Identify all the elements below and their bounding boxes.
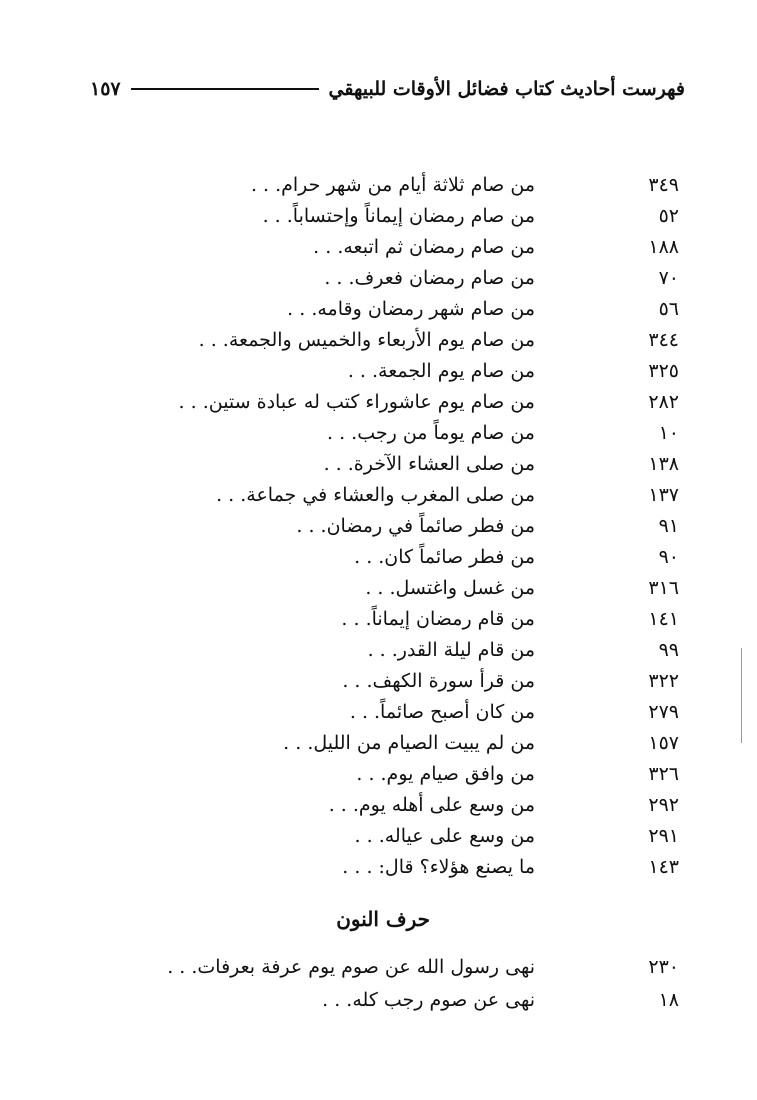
entry-text: من فطر صائماً كان. . . <box>354 546 535 568</box>
section-title: حرف النون <box>336 907 430 931</box>
entry-number: ١٣٨ <box>648 453 679 475</box>
entry-text: من فطر صائماً في رمضان. . . <box>296 515 535 537</box>
entry-number: ١٨ <box>658 989 679 1011</box>
entry-text: من لم يبيت الصيام من الليل. . . <box>283 732 535 754</box>
entry-text: من صام يوم الجمعة. . . <box>347 360 535 382</box>
index-entry <box>0 170 757 201</box>
page-header <box>90 74 685 104</box>
entry-number: ١٥٧ <box>648 732 679 754</box>
entry-text: من غسل واغتسل. . . <box>365 577 535 599</box>
index-entry <box>0 418 757 449</box>
index-entry <box>0 480 757 511</box>
entry-text: من صام رمضان إيماناً وإحتساباً. . . <box>262 205 535 227</box>
index-entry <box>0 325 757 356</box>
index-entry <box>0 635 757 666</box>
entry-text: نهى رسول الله عن صوم يوم عرفة بعرفات. . . <box>167 956 535 978</box>
entry-text: نهى عن صوم رجب كله. . . <box>322 989 535 1011</box>
entry-number: ٢٩٢ <box>648 794 679 816</box>
entry-number: ٩٩ <box>658 639 679 661</box>
entry-text: من كان أصبح صائماً. . . <box>349 701 535 723</box>
entry-text: من صام يوم عاشوراء كتب له عبادة ستين. . . <box>178 391 535 413</box>
index-entry <box>0 232 757 263</box>
entry-text: من صام رمضان ثم اتبعه. . . <box>313 236 535 258</box>
header-title: فهرست أحاديث كتاب فضائل الأوقات للبيهقي <box>328 78 685 100</box>
entry-text: من صام يوم الأربعاء والخميس والجمعة. . . <box>198 329 535 351</box>
index-entry <box>0 790 757 821</box>
index-entry <box>0 449 757 480</box>
index-list <box>0 170 757 883</box>
index-entry <box>0 542 757 573</box>
entry-number: ٣٢٥ <box>648 360 679 382</box>
index-entry <box>0 573 757 604</box>
index-entry <box>0 201 757 232</box>
entry-text: من صام ثلاثة أيام من شهر حرام. . . <box>250 174 535 196</box>
entry-number: ٢٩١ <box>648 825 679 847</box>
entry-number: ٣١٦ <box>648 577 679 599</box>
section-list <box>0 951 757 1017</box>
entry-text: من صام رمضان فعرف. . . <box>324 267 535 289</box>
index-entry <box>0 294 757 325</box>
index-entry <box>0 511 757 542</box>
entry-number: ٣٢٢ <box>648 670 679 692</box>
entry-number: ٩٠ <box>658 546 679 568</box>
index-entry <box>0 984 757 1017</box>
index-entry <box>0 728 757 759</box>
entry-number: ١٤٣ <box>648 856 679 878</box>
entry-number: ١٠ <box>658 422 679 444</box>
entry-number: ٢٧٩ <box>648 701 679 723</box>
index-entry <box>0 821 757 852</box>
entry-number: ١٣٧ <box>648 484 679 506</box>
entry-number: ١٨٨ <box>648 236 679 258</box>
entry-text: من وسع على عياله. . . <box>354 825 535 847</box>
scan-margin-mark <box>741 648 742 743</box>
index-entry <box>0 604 757 635</box>
entry-text: من صلى العشاء الآخرة. . . <box>323 453 535 475</box>
index-entry <box>0 951 757 984</box>
entry-number: ٢٨٢ <box>648 391 679 413</box>
entry-number: ٥٦ <box>658 298 679 320</box>
header-rule <box>131 88 319 90</box>
entry-text: ما يصنع هؤلاء؟ قال: . . . <box>342 856 535 878</box>
page-number: ١٥٧ <box>90 78 121 100</box>
entry-text: من صلى المغرب والعشاء في جماعة. . . <box>216 484 535 506</box>
index-entry <box>0 263 757 294</box>
entry-text: من صام شهر رمضان وقامه. . . <box>287 298 535 320</box>
entry-number: ٧٠ <box>658 267 679 289</box>
index-entry <box>0 759 757 790</box>
entry-number: ٢٣٠ <box>648 956 679 978</box>
entry-text: من وسع على أهله يوم. . . <box>328 794 535 816</box>
entry-text: من صام يوماً من رجب. . . <box>327 422 535 444</box>
entry-number: ١٤١ <box>648 608 679 630</box>
index-entry <box>0 852 757 883</box>
entry-text: من قام رمضان إيماناً. . . <box>341 608 535 630</box>
index-entry <box>0 387 757 418</box>
entry-text: من قام ليلة القدر. . . <box>367 639 535 661</box>
entry-number: ٥٢ <box>658 205 679 227</box>
entry-text: من قرأ سورة الكهف. . . <box>342 670 535 692</box>
index-entry <box>0 666 757 697</box>
entry-number: ٣٢٦ <box>648 763 679 785</box>
entry-number: ٣٤٤ <box>648 329 679 351</box>
entry-text: من وافق صيام يوم. . . <box>356 763 535 785</box>
index-entry <box>0 356 757 387</box>
entry-number: ٣٤٩ <box>648 174 679 196</box>
index-entry <box>0 697 757 728</box>
entry-number: ٩١ <box>658 515 679 537</box>
